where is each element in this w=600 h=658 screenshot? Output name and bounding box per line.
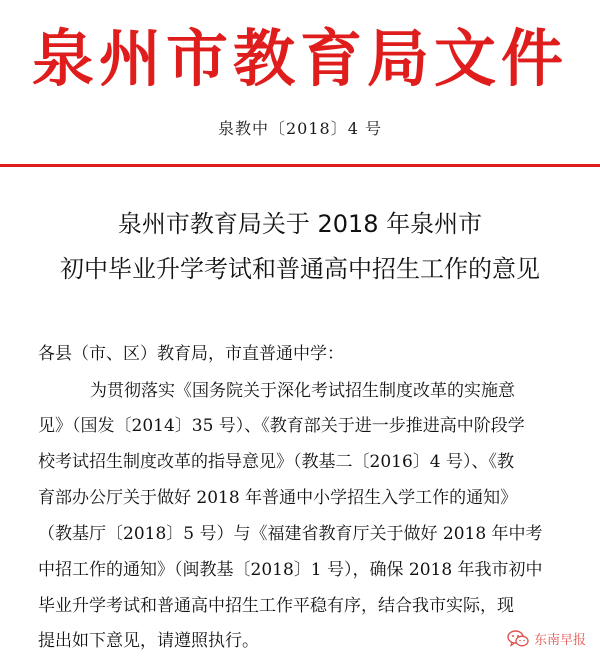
body-line-2: 见》（国发〔2014〕35 号）、《教育部关于进一步推进高中阶段学: [38, 416, 525, 436]
document-title-line-1: 泉州市教育局关于 2018 年泉州市: [117, 210, 483, 238]
body-line-3: 校考试招生制度改革的指导意见》（教基二〔2016〕4 号）、《教: [38, 452, 514, 472]
body-line-1: 为贯彻落实《国务院关于深化考试招生制度改革的实施意: [90, 381, 515, 401]
document-title-line-2: 初中毕业升学考试和普通高中招生工作的意见: [60, 255, 540, 283]
body-line-6: 中招工作的通知》（闽教基〔2018〕1 号），确保 2018 年我市初中: [38, 560, 543, 580]
body-line-4: 育部办公厅关于做好 2018 年普通中小学招生入学工作的通知》: [38, 488, 518, 508]
watermark: [507, 629, 586, 648]
watermark-label: 东南早报: [533, 633, 586, 648]
body-line-7: 毕业升学考试和普通高中招生工作平稳有序，结合我市实际，现: [38, 596, 514, 616]
document-header-title: 泉州市教育局文件: [31, 22, 568, 95]
body-line-8: 提出如下意见，请遵照执行。: [38, 631, 259, 651]
body-line-5: （教基厅〔2018〕5 号）与《福建省教育厅关于做好 2018 年中考: [38, 524, 543, 544]
wechat-icon: [507, 630, 529, 648]
document-number: 泉教中〔2018〕4 号: [218, 119, 382, 138]
salutation: 各县（市、区）教育局，市直普通中学：: [38, 344, 344, 364]
header-divider: [0, 164, 600, 167]
